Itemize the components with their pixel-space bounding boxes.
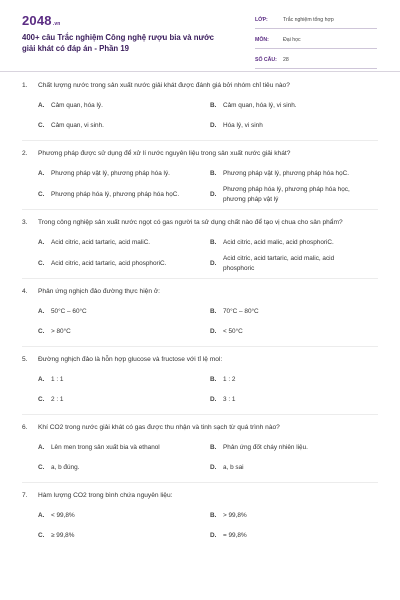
option-letter: C.	[38, 328, 45, 336]
option-letter: D.	[210, 464, 217, 472]
answer-option[interactable]	[194, 507, 366, 525]
answer-options	[22, 165, 378, 206]
option-text: a, b sai	[223, 464, 244, 472]
option-letter: A.	[38, 308, 45, 316]
option-letter: C.	[38, 396, 45, 404]
option-text: 2 : 1	[51, 396, 64, 404]
question-text: Phương pháp được sử dụng để xử lí nước nguyên liệu trong sản xuất nước giải khát?	[38, 150, 291, 157]
question-stem	[22, 145, 378, 159]
answer-options	[22, 234, 378, 275]
question-item	[22, 77, 378, 141]
meta-count-label: SỐ CÂU:	[255, 57, 277, 63]
answer-option[interactable]	[22, 323, 194, 341]
option-letter: C.	[38, 190, 45, 198]
answer-option[interactable]	[22, 439, 194, 457]
option-text: 3 : 1	[223, 396, 236, 404]
question-number: 5.	[22, 356, 28, 363]
answer-options	[22, 371, 378, 411]
option-letter: A.	[38, 512, 45, 520]
question-text: Hàm lượng CO2 trong bình chứa nguyên liệu:	[38, 492, 173, 499]
question-divider	[22, 209, 378, 210]
question-number: 1.	[22, 82, 28, 89]
meta-count-row	[255, 52, 377, 69]
meta-class-row	[255, 12, 377, 29]
answer-option[interactable]	[194, 391, 366, 409]
option-text: 70°C – 80°C	[223, 308, 259, 316]
question-number: 2.	[22, 150, 28, 157]
answer-option[interactable]	[22, 507, 194, 525]
meta-subject-row	[255, 32, 377, 49]
option-text: Cảm quan, hóa lý, vi sinh.	[223, 102, 297, 110]
answer-option[interactable]	[22, 234, 194, 252]
option-letter: B.	[210, 239, 217, 247]
meta-subject-value: Đại học	[283, 37, 301, 43]
answer-option[interactable]	[22, 117, 194, 135]
question-divider	[22, 278, 378, 279]
option-letter: B.	[210, 102, 217, 110]
answer-option[interactable]	[22, 459, 194, 477]
option-letter: B.	[210, 444, 217, 452]
meta-class-value: Trắc nghiệm tổng hợp	[283, 17, 334, 23]
option-text: Acid citric, acid tartaric, acid malic, acid phosphoric	[223, 255, 335, 272]
site-logo[interactable]	[22, 13, 61, 28]
answer-option[interactable]	[194, 303, 366, 321]
option-letter: D.	[210, 190, 217, 198]
answer-option[interactable]	[22, 527, 194, 545]
option-letter: A.	[38, 376, 45, 384]
question-stem	[22, 487, 378, 501]
answer-option[interactable]	[194, 371, 366, 389]
option-text: Phương pháp hóa lý, phương pháp hóa họC.	[51, 190, 180, 198]
meta-class-label: LỚP:	[255, 17, 268, 23]
option-letter: A.	[38, 444, 45, 452]
option-letter: C.	[38, 259, 45, 267]
option-letter: A.	[38, 170, 45, 178]
option-text: Acid citric, acid malic, acid phosphoriC.	[223, 239, 334, 247]
answer-option[interactable]	[22, 303, 194, 321]
option-text: < 50°C	[223, 328, 243, 336]
option-letter: A.	[38, 102, 45, 110]
answer-option[interactable]	[194, 527, 366, 545]
option-text: Acid citric, acid tartaric, acid phosphoriC.	[51, 259, 167, 267]
answer-options	[22, 97, 378, 137]
logo-text: 2048	[22, 13, 52, 28]
option-text: Hóa lý, vi sinh	[223, 122, 263, 130]
logo-suffix: .vn	[52, 21, 61, 27]
option-letter: D.	[210, 532, 217, 540]
option-text: > 99,8%	[223, 512, 247, 520]
option-text: Cảm quan, vi sinh.	[51, 122, 104, 130]
meta-subject-label: MÔN:	[255, 37, 269, 43]
question-number: 6.	[22, 424, 28, 431]
answer-option[interactable]	[194, 323, 366, 341]
question-text: Khí CO2 trong nước giải khát có gas được thu nhận và tinh sạch từ quá trình nào?	[38, 424, 280, 431]
question-item	[22, 419, 378, 483]
option-text: 1 : 2	[223, 376, 236, 384]
answer-option[interactable]	[194, 185, 366, 204]
answer-option[interactable]	[22, 165, 194, 183]
question-divider	[22, 346, 378, 347]
option-text: Acid citric, acid tartaric, acid maliC.	[51, 239, 151, 247]
question-text: Phản ứng nghịch đảo đường thực hiện ở:	[38, 288, 160, 295]
answer-option[interactable]	[22, 391, 194, 409]
answer-option[interactable]	[194, 254, 366, 273]
question-stem	[22, 214, 378, 228]
question-divider	[22, 140, 378, 141]
option-letter: C.	[38, 532, 45, 540]
meta-count-value: 28	[283, 57, 289, 63]
option-text: > 80°C	[51, 328, 71, 336]
option-text: < 99,8%	[51, 512, 75, 520]
option-letter: B.	[210, 512, 217, 520]
question-number: 3.	[22, 219, 28, 226]
option-text: 1 : 1	[51, 376, 64, 384]
question-divider	[22, 414, 378, 415]
question-stem	[22, 77, 378, 91]
answer-option[interactable]	[194, 439, 366, 457]
question-divider	[22, 482, 378, 483]
option-letter: B.	[210, 376, 217, 384]
question-stem	[22, 351, 378, 365]
answer-options	[22, 439, 378, 479]
option-text: Phương pháp vật lý, phương pháp hóa họC.	[223, 170, 350, 178]
answer-option[interactable]	[194, 234, 366, 252]
option-text: = 99,8%	[223, 532, 247, 540]
option-text: 50°C – 60°C	[51, 308, 87, 316]
answer-option[interactable]	[194, 117, 366, 135]
option-letter: D.	[210, 259, 217, 267]
answer-option[interactable]	[194, 97, 366, 115]
option-letter: C.	[38, 122, 45, 130]
option-text: ≥ 99,8%	[51, 532, 75, 540]
question-item	[22, 283, 378, 347]
answer-option[interactable]	[194, 165, 366, 183]
option-text: Lên men trong sản xuất bia và ethanol	[51, 444, 160, 452]
header-divider	[0, 71, 400, 72]
question-text: Đường nghịch đảo là hỗn hợp glucose và fructose với tỉ lệ mol:	[38, 356, 223, 363]
option-text: a, b đúng.	[51, 464, 80, 472]
question-item	[22, 214, 378, 279]
option-letter: D.	[210, 328, 217, 336]
option-text: Phản ứng đốt cháy nhiên liệu.	[223, 444, 308, 452]
option-text: Phương pháp hóa lý, phương pháp hóa học, phương pháp vật lý	[223, 186, 350, 203]
answer-option[interactable]	[22, 371, 194, 389]
option-letter: A.	[38, 239, 45, 247]
question-item	[22, 145, 378, 210]
question-text: Trong công nghiệp sản xuất nước ngọt có gas người ta sử dụng chất nào để tạo vị chua cho sản phẩm?	[38, 219, 343, 226]
answer-option[interactable]	[22, 97, 194, 115]
question-number: 4.	[22, 288, 28, 295]
option-letter: B.	[210, 170, 217, 178]
document-meta	[255, 12, 377, 72]
question-text: Chất lượng nước trong sản xuất nước giải khát được đánh giá bởi nhóm chỉ tiêu nào?	[38, 82, 290, 89]
document-title: 400+ câu Trắc nghiệm Công nghệ rượu bia và nước giải khát có đáp án - Phần 19	[22, 33, 215, 53]
answer-option[interactable]	[194, 459, 366, 477]
question-item	[22, 487, 378, 547]
option-text: Phương pháp vật lý, phương pháp hóa lý.	[51, 170, 170, 178]
option-text: Cảm quan, hóa lý.	[51, 102, 103, 110]
option-letter: B.	[210, 308, 217, 316]
answer-option[interactable]	[22, 185, 194, 204]
option-letter: C.	[38, 464, 45, 472]
answer-options	[22, 303, 378, 343]
option-letter: D.	[210, 122, 217, 130]
question-stem	[22, 419, 378, 433]
question-list	[22, 77, 378, 547]
answer-options	[22, 507, 378, 547]
question-stem	[22, 283, 378, 297]
question-item	[22, 351, 378, 415]
answer-option[interactable]	[22, 254, 194, 273]
option-letter: D.	[210, 396, 217, 404]
question-number: 7.	[22, 492, 28, 499]
